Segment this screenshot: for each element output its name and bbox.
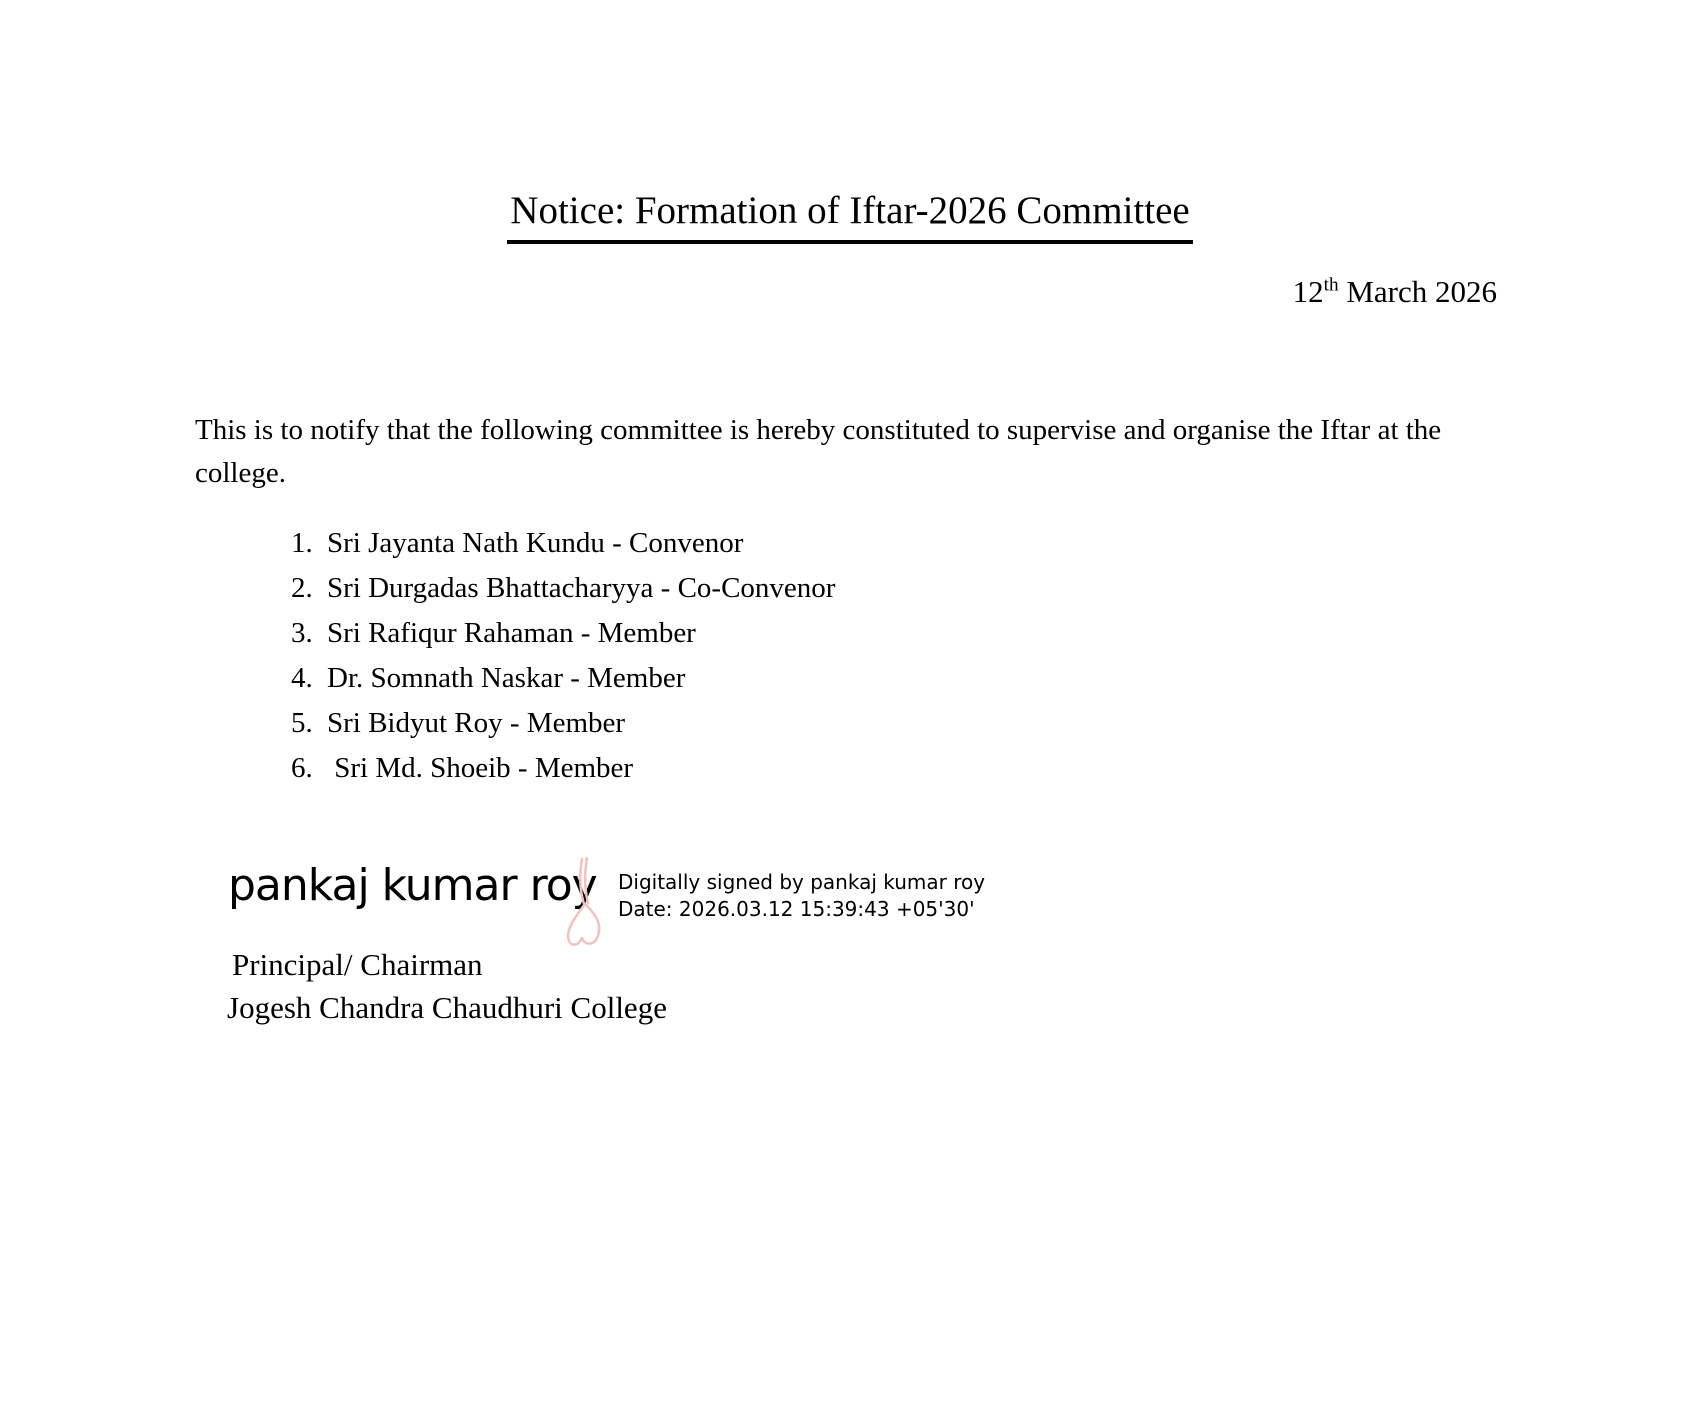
notice-date-day: 12 bbox=[1292, 274, 1324, 309]
list-item-text: Sri Rafiqur Rahaman - Member bbox=[327, 617, 696, 649]
list-item bbox=[291, 701, 835, 746]
notice-date bbox=[0, 274, 1497, 310]
list-item-number: 3. bbox=[291, 617, 313, 649]
signatory-organization: Jogesh Chandra Chaudhuri College bbox=[227, 990, 667, 1025]
signature-details bbox=[618, 869, 985, 923]
digitally-signed-line: Digitally signed by pankaj kumar roy bbox=[618, 870, 986, 894]
committee-list bbox=[291, 521, 835, 791]
notice-date-ordinal: th bbox=[1323, 274, 1339, 296]
signature-name: pankaj kumar roy bbox=[228, 860, 597, 911]
notice-date-rest: March 2026 bbox=[1338, 274, 1497, 309]
list-item-number: 2. bbox=[291, 572, 313, 604]
list-item bbox=[291, 656, 835, 701]
list-item-text: Sri Jayanta Nath Kundu - Convenor bbox=[327, 527, 744, 559]
list-item-number: 5. bbox=[291, 707, 313, 739]
list-item-text: Dr. Somnath Naskar - Member bbox=[327, 662, 686, 694]
list-item-number: 6. bbox=[291, 752, 313, 784]
signatory-role: Principal/ Chairman bbox=[232, 947, 483, 982]
list-item bbox=[291, 746, 835, 791]
signature-timestamp-line: Date: 2026.03.12 15:39:43 +05'30' bbox=[618, 897, 975, 921]
notice-body-paragraph: This is to notify that the following committee is hereby constituted to supervise and organise the Iftar at the college. bbox=[195, 414, 1442, 489]
page-title bbox=[0, 188, 1700, 244]
list-item bbox=[291, 566, 835, 611]
list-item-number: 1. bbox=[291, 527, 313, 559]
signature-ribbon-icon bbox=[561, 856, 613, 950]
list-item bbox=[291, 521, 835, 566]
list-item-number: 4. bbox=[291, 662, 313, 694]
page-title-text: Notice: Formation of Iftar-2026 Committee bbox=[507, 188, 1192, 244]
list-item-text: Sri Bidyut Roy - Member bbox=[327, 707, 626, 739]
list-item-text: Sri Md. Shoeib - Member bbox=[327, 752, 634, 784]
list-item-text: Sri Durgadas Bhattacharyya - Co-Convenor bbox=[327, 572, 836, 604]
list-item bbox=[291, 611, 835, 656]
